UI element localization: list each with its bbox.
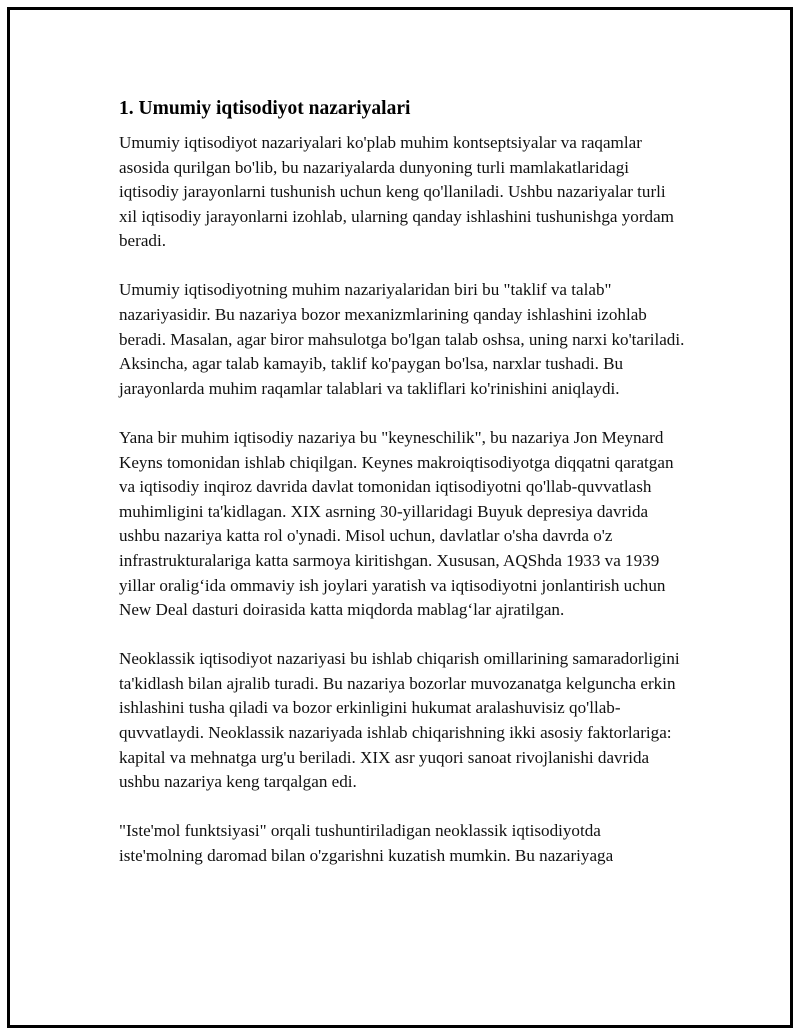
- section-heading: 1. Umumiy iqtisodiyot nazariyalari: [119, 98, 411, 119]
- document-page: [7, 7, 793, 1028]
- paragraph-consumption-function: "Iste'mol funktsiyasi" orqali tushuntiriladigan neoklassik iqtisodiyotda iste'molning daromad bilan o'zgarishni kuzatish mumkin. Bu nazariyaga: [119, 821, 614, 865]
- text-column: [119, 96, 687, 893]
- paragraph-supply-demand: Umumiy iqtisodiyotning muhim nazariyalaridan biri bu "taklif va talab" nazariyasidir. Bu nazariya bozor mexanizmlarining qanday ishlashini izohlab beradi. Masalan, agar biror mahsulotga bo'lgan talab oshsa, uning narxi ko'tariladi. Aksincha, agar talab kamayib, taklif ko'paygan bo'lsa, narxlar tushadi. Bu jarayonlarda muhim raqamlar talablari va takliflari ko'rinishini aniqlaydi.: [119, 280, 685, 398]
- paragraph-keynesian: Yana bir muhim iqtisodiy nazariya bu "keyneschilik", bu nazariya Jon Meynard Keyns tomonidan ishlab chiqilgan. Keynes makroiqtisodiyotga diqqatni qaratgan va iqtisodiy inqiroz davrida davlat tomonidan iqtisodiyotni qo'llab-quvvatlash muhimligini ta'kidlagan. XIX asrning 30-yillaridagi Buyuk depresiya davrida ushbu nazariya katta rol o'ynadi. Misol uchun, davlatlar o'sha davrda o'z infrastrukturalariga katta sarmoya kiritishgan. Xususan, AQShda 1933 va 1939 yillar oralig‘ida ommaviy ish joylari yaratish va iqtisodiyotni jonlantirish uchun New Deal dasturi doirasida katta miqdorda mablag‘lar ajratilgan.: [119, 427, 674, 620]
- paragraph-supply-demand-intro: Umumiy iqtisodiyot nazariyalari ko'plab muhim kontseptsiyalar va raqamlar asosida qurilgan bo'lib, bu nazariyalarda dunyoning turli mamlakatlaridagi iqtisodiy jarayonlarni tushunish uchun keng qo'llaniladi. Ushbu nazariyalar turli xil iqtisodiy jarayonlarni izohlab, ularning qanday ishlashini tushunishga yordam beradi.: [119, 133, 674, 251]
- paragraph-neoclassical: Neoklassik iqtisodiyot nazariyasi bu ishlab chiqarish omillarining samaradorligini ta'kidlash bilan ajralib turadi. Bu nazariya bozorlar muvozanatga kelguncha erkin ishlashini tusha qiladi va bozor erkinligini hukumat aralashuvisiz qo'llab-quvvatlaydi. Neoklassik nazariyada ishlab chiqarishning ikki asosiy faktorlariga: kapital va mehnatga urg'u beriladi. XIX asr yuqori sanoat rivojlanishi davrida ushbu nazariya keng tarqalgan edi.: [119, 649, 680, 792]
